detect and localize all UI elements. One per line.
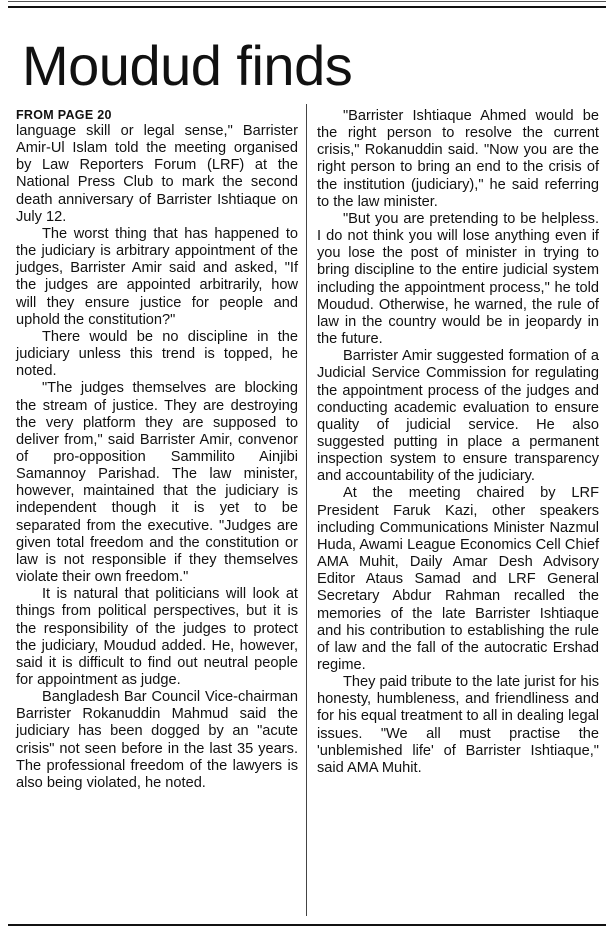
column-divider	[306, 104, 307, 916]
paragraph: Bangladesh Bar Council Vice-chairman Barrister Rokanuddin Mahmud said the judiciary has been dogged by an "acute crisis" not seen before in the last 35 years. The professional freedom of the lawyers is also being violated, he noted.	[16, 689, 298, 791]
paragraph: At the meeting chaired by LRF President Faruk Kazi, other speakers including Communications Minister Nazmul Huda, Awami League Economics Cell Chief AMA Muhit, Daily Amar Desh Advisory Editor Ataus Samad and LRF General Secretary Abdur Rahman recalled the memories of the late Barrister Ishtiaque and his contribution to establishing the rule of law and the fall of the autocratic Ershad regime.	[317, 485, 599, 673]
paragraph: There would be no discipline in the judiciary unless this trend is topped, he noted.	[16, 328, 298, 380]
paragraph: They paid tribute to the late jurist for his honesty, humbleness, and friendliness and for his equal treatment to all in dealing legal issues. "We all must practise the 'unblemished life' of Barrister Ishtiaque," said AMA Muhit.	[317, 674, 599, 776]
paragraph: Barrister Amir suggested formation of a Judicial Service Commission for regulating the appointment process of the judges and conducting academic evaluation to ensure quality of judicial service. He also suggested putting in place a permanent inspection system to ensure transparency and accountability of the judiciary.	[317, 348, 599, 485]
top-rule	[8, 6, 606, 8]
headline: Moudud finds	[22, 34, 353, 97]
paragraph: It is natural that politicians will look at things from political perspectives, but it is the responsibility of the judges to protect the judiciary, Moudud added. He, however, said it is difficult to find out neutral people for appointment as judge.	[16, 586, 298, 688]
top-thin-rule	[8, 1, 606, 2]
right-column	[317, 108, 599, 777]
paragraph: "The judges themselves are blocking the stream of justice. They are destroying the very platform they are supposed to deliver from," said Barrister Amir, convenor of pro-opposition Sammilito Ainjibi Samannoy Parishad. The law minister, however, maintained that the judiciary is independent though it is yet to be separated from the executive. "Judges are given total freedom and the constitution or law is not responsible if they themselves violate their own freedom."	[16, 380, 298, 586]
left-column	[16, 108, 298, 792]
paragraph: The worst thing that has happened to the judiciary is arbitrary appointment of the judges, Barrister Amir said and asked, "If the judges are appointed arbitrarily, how will they ensure justice for people and uphold the constitution?"	[16, 225, 298, 328]
bottom-rule	[8, 924, 606, 926]
paragraph: language skill or legal sense," Barrister Amir-Ul Islam told the meeting organised by Law Reporters Forum (LRF) at the National Press Club to mark the second death anniversary of Barrister Ishtiaque on July 12.	[16, 123, 298, 225]
continued-from-kicker: FROM PAGE 20	[16, 108, 112, 122]
paragraph: "But you are pretending to be helpless. I do not think you will lose anything even if you lose the post of minister in trying to bring discipline to the entire judicial system including the appointment process," he told Moudud. Otherwise, he warned, the rule of law in the country would be in jeopardy in the future.	[317, 210, 599, 348]
paragraph: "Barrister Ishtiaque Ahmed would be the right person to resolve the current crisis," Rokanuddin said. "Now you are the right person to bring an end to the crisis of the institution (judiciary)," he said referring to the law minister.	[317, 108, 599, 210]
